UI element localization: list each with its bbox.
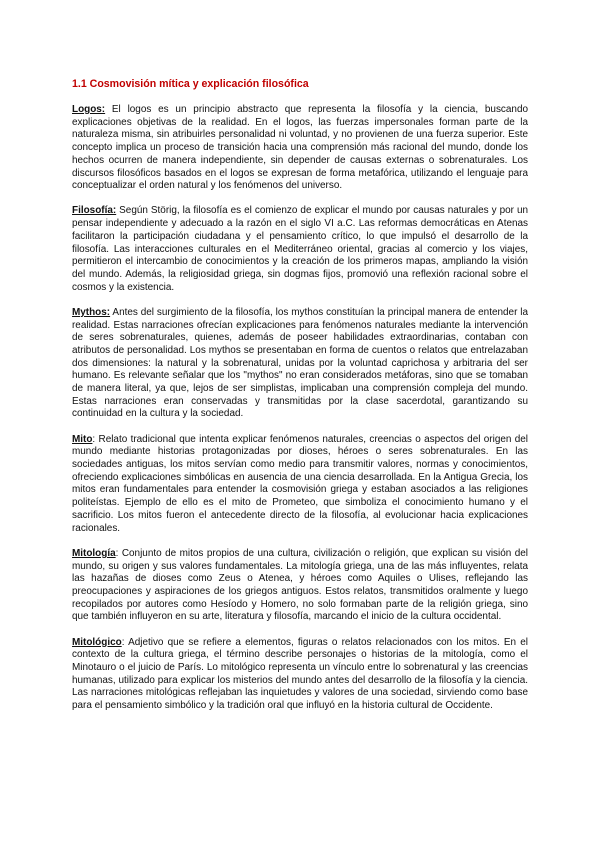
paragraph-mitologico <box>72 637 528 713</box>
paragraph-text: : Relato tradicional que intenta explicar fenómenos naturales, creencias o aspectos del origen del mundo mediante historias protagonizadas por dioses, héroes o seres sobrenaturales. En las sociedades antiguas, los mitos servían como medio para transmitir valores, normas y conocimientos, ofreciendo explicaciones simbólicas en ausencia de una ciencia desarrollada. En la Antigua Grecia, los mitos eran fundamentales para entender la cosmovisión griega y estaban asociados a las religiones politeístas. Ejemplo de ello es el mito de Prometeo, que simboliza el conocimiento humano y el sacrificio. Los mitos fueron el antecedente directo de la filosofía, al evolucionar hacia explicaciones racionales. <box>72 433 528 534</box>
paragraph-filosofia <box>72 205 528 294</box>
paragraph-text: : Adjetivo que se refiere a elementos, figuras o relatos relacionados con los mitos. En el contexto de la cultura griega, el término describe personajes o historias de la mitología, como el Minotauro o el juicio de París. Lo mitológico representa un vínculo entre lo sobrenatural y las creencias humanas, utilizado para explicar los misterios del mundo antes del desarrollo de la filosofía y la ciencia. Las narraciones mitológicas reflejaban las inquietudes y valores de una sociedad, sirviendo como base para el pensamiento simbólico y la tradición oral que influyó en la historia cultural de Occidente. <box>72 636 528 712</box>
paragraph-text: Antes del surgimiento de la filosofía, los mythos constituían la principal manera de entender la realidad. Estas narraciones ofrecían explicaciones para fenómenos naturales mediante la intervención de seres sobrenaturales, quienes, además de poseer habilidades extraordinarias, contaban con atributos de personalidad. Los mythos se presentaban en forma de cuentos o relatos que entrelazaban dos dimensiones: la natural y la sobrenatural, unidas por la voluntad caprichosa y arbitraria del ser humano. Es relevante señalar que los "mythos" no eran considerados metáforas, sino que se tomaban de manera literal, ya que, lejos de ser simplistas, implicaban una comprensión compleja del mundo. Estas narraciones eran conservadas y transmitidas por la clase sacerdotal, garantizando su continuidad en la cultura y la sociedad. <box>72 306 528 420</box>
paragraph-logos <box>72 104 528 193</box>
term-mythos: Mythos: <box>72 306 111 318</box>
paragraph-mitologia <box>72 548 528 624</box>
term-mito: Mito <box>72 433 93 445</box>
paragraph-text: : Conjunto de mitos propios de una cultura, civilización o religión, que explican su visión del mundo, su origen y sus valores fundamentales. La mitología griega, una de las más influyentes, relata las hazañas de dioses como Zeus o Atenea, y héroes como Aquiles o Ulises, reflejando las preocupaciones y aspiraciones de los griegos antiguos. Estos relatos, transmitidos oralmente y luego recopilados por autores como Hesíodo y Homero, no solo formaban parte de la religión griega, sino que también influyeron en su arte, literatura y filosofía, marcando el inicio de la cultura occidental. <box>72 547 528 623</box>
term-filosofia: Filosofía: <box>72 205 117 217</box>
paragraph-text: El logos es un principio abstracto que representa la filosofía y la ciencia, buscando explicaciones objetivas de la realidad. En el logos, las fuerzas impersonales forman parte de la naturaleza misma, sin atribuirles personalidad ni voluntad, y no provienen de una fuerza superior. Este concepto implica un proceso de transición hacia una comprensión más racional del mundo, donde los hechos ocurren de manera independiente, sin depender de causas externas o sobrenaturales. Los discursos filosóficos basados en el logos se expresan de forma metafórica, utilizando el lenguaje para conceptualizar el orden natural y los fenómenos del universo. <box>72 104 528 192</box>
section-heading: 1.1 Cosmovisión mítica y explicación filosófica <box>72 78 309 90</box>
paragraph-mythos <box>72 307 528 421</box>
paragraph-mito <box>72 434 528 536</box>
paragraph-text: Según Störig, la filosofía es el comienzo de explicar el mundo por causas naturales y por un pensar independiente y adecuado a la razón en el siglo VI a.C. Las reformas democráticas en Atenas facilitaron la participación ciudadana y el pensamiento crítico, lo que impulsó el desarrollo de la filosofía. Las interacciones culturales en el Mediterráneo oriental, gracias al comercio y los viajes, permitieron el intercambio de conocimientos y la creación de los primeros mapas, ampliando la visión del mundo. Además, la religiosidad griega, sin dogmas fijos, promovió una reflexión racional sobre el cosmos y la existencia. <box>72 205 528 293</box>
term-mitologico: Mitológico <box>72 636 122 648</box>
term-logos: Logos: <box>72 104 106 115</box>
term-mitologia: Mitología <box>72 547 116 559</box>
